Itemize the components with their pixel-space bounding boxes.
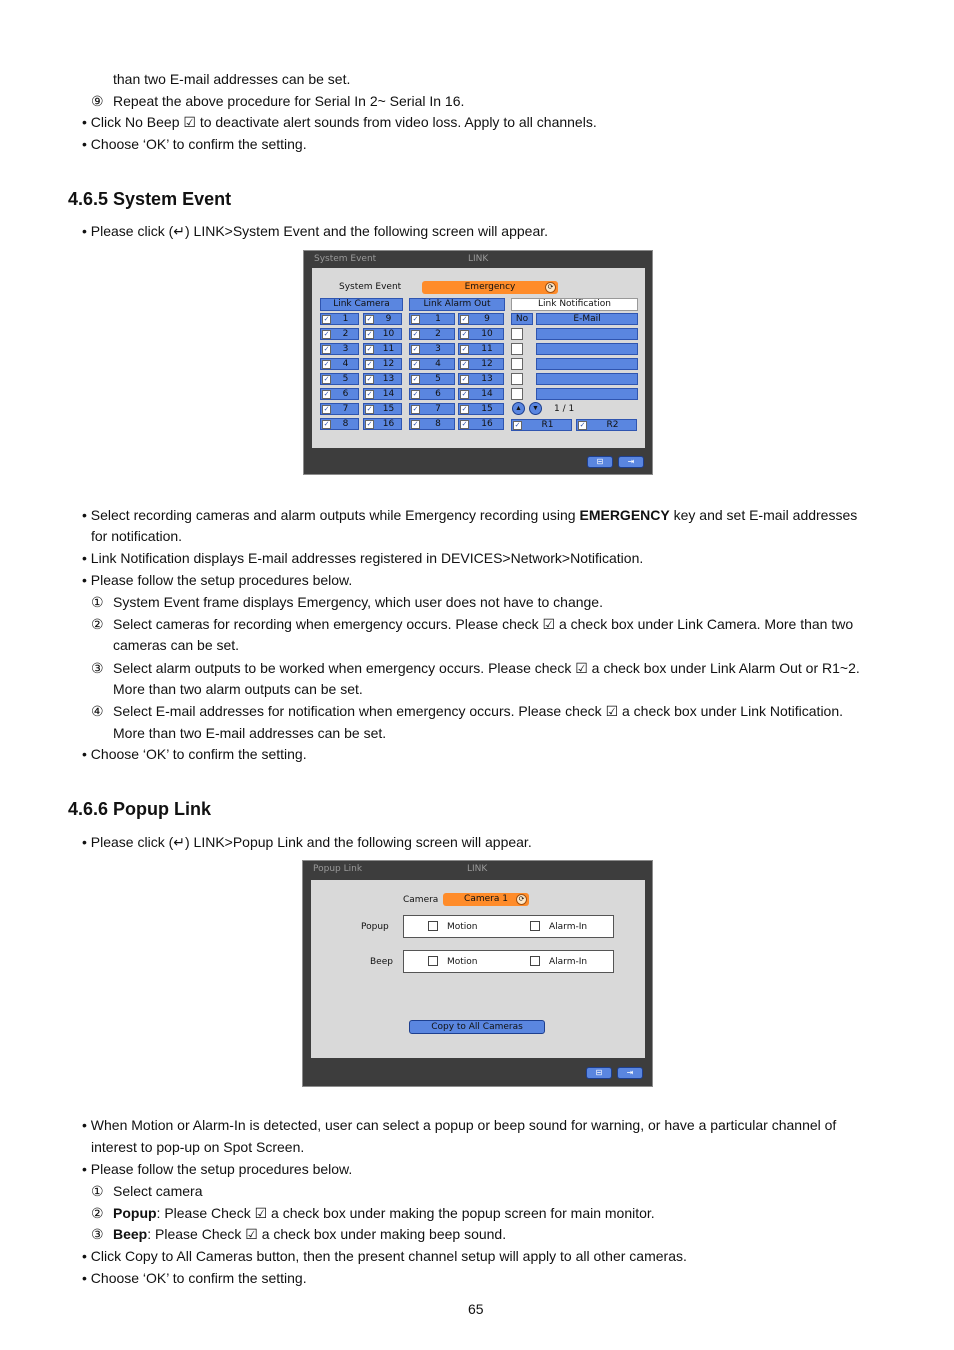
camera-checkbox[interactable] — [363, 313, 402, 325]
check-icon: ✓ — [323, 390, 330, 398]
notify-checkbox[interactable] — [511, 388, 523, 400]
alarm-checkbox[interactable] — [458, 373, 504, 385]
step-text: Repeat the above procedure for Serial In 2~ Serial In 16. — [113, 93, 465, 109]
alarm-number: 15 — [481, 404, 493, 414]
step-bold: Popup — [113, 1205, 157, 1221]
popup-options — [403, 915, 614, 938]
alarm-checkbox[interactable] — [409, 343, 455, 355]
alarm-number: 1 — [435, 314, 441, 324]
notify-checkbox[interactable] — [511, 328, 523, 340]
check-icon: ✓ — [323, 420, 330, 428]
alarm-number: 4 — [435, 359, 441, 369]
settings-panel — [312, 268, 645, 448]
step-text — [113, 1225, 506, 1243]
camera-checkbox[interactable] — [363, 418, 402, 430]
alarm-checkbox[interactable] — [458, 343, 504, 355]
camera-checkbox[interactable] — [363, 373, 402, 385]
page-number: 65 — [468, 1301, 484, 1317]
check-icon: ✓ — [366, 345, 373, 353]
bullet-text: • Choose ‘OK’ to confirm the setting. — [82, 746, 307, 762]
alarm-number: 7 — [435, 404, 441, 414]
camera-number: 9 — [385, 314, 392, 324]
email-slot — [536, 343, 638, 355]
camera-number: 1 — [342, 314, 349, 324]
bullet-text: • Please follow the setup procedures below. — [82, 1161, 353, 1177]
step-cont: cameras can be set. — [113, 637, 240, 653]
alarm-checkbox[interactable] — [458, 418, 504, 430]
camera-checkbox[interactable] — [363, 328, 402, 340]
alarm-checkbox[interactable] — [409, 358, 455, 370]
bullet-cont: for notification. — [91, 528, 183, 544]
alarm-checkbox[interactable] — [409, 388, 455, 400]
check-icon: ✓ — [461, 390, 468, 398]
bullet-text: • Click Copy to All Cameras button, then the present channel setup will apply to all other cameras. — [82, 1248, 687, 1264]
notify-email-header: E-Mail — [536, 313, 638, 325]
check-icon: ✓ — [366, 330, 373, 338]
window-tab: LINK — [467, 864, 488, 874]
check-icon: ✓ — [366, 315, 373, 323]
page-indicator: 1 / 1 — [554, 404, 575, 414]
alarm-checkbox[interactable] — [409, 403, 455, 415]
alarm-checkbox[interactable] — [409, 373, 455, 385]
camera-checkbox[interactable] — [320, 343, 359, 355]
bullet-pre: • Select recording cameras and alarm outputs while Emergency recording using — [82, 507, 580, 523]
check-icon: ✓ — [366, 390, 373, 398]
step-text — [113, 1204, 655, 1222]
camera-checkbox[interactable] — [320, 358, 359, 370]
check-icon: ✓ — [461, 375, 468, 383]
popup-alarm-in-checkbox[interactable] — [530, 921, 540, 931]
step-text: Select alarm outputs to be worked when emergency occurs. Please check ☑ a check box under Link Alarm Out or R1~2. — [113, 660, 860, 676]
popup-label: Popup — [361, 922, 389, 932]
alarm-checkbox[interactable] — [458, 313, 504, 325]
section-heading: 4.6.6 Popup Link — [68, 799, 212, 819]
email-slot — [536, 358, 638, 370]
settings-panel — [311, 880, 645, 1058]
camera-checkbox[interactable] — [320, 418, 359, 430]
camera-checkbox[interactable] — [363, 358, 402, 370]
event-select[interactable] — [422, 281, 558, 294]
check-icon: ✓ — [323, 405, 330, 413]
camera-checkbox[interactable] — [363, 388, 402, 400]
window-tab: LINK — [468, 254, 489, 264]
relay-label: R1 — [541, 420, 554, 430]
step-rest: : Please Check ☑ a check box under making the popup screen for main monitor. — [156, 1205, 655, 1221]
alarm-in-label: Alarm-In — [549, 922, 588, 932]
link-notification-header: Link Notification — [511, 298, 638, 311]
system-event-window — [303, 250, 653, 475]
bullet-text — [82, 506, 857, 524]
cycle-icon: ⟳ — [545, 282, 556, 293]
notify-checkbox[interactable] — [511, 343, 523, 355]
email-slot — [536, 373, 638, 385]
camera-number: 12 — [382, 359, 395, 369]
camera-checkbox[interactable] — [363, 403, 402, 415]
step-text: Select cameras for recording when emergency occurs. Please check ☑ a check box under Link Camera. More than two — [113, 616, 854, 632]
camera-checkbox[interactable] — [320, 403, 359, 415]
email-slot — [536, 328, 638, 340]
alarm-number: 11 — [481, 344, 493, 354]
alarm-number: 14 — [481, 389, 493, 399]
down-arrow-icon[interactable]: ▼ — [529, 402, 542, 415]
alarm-checkbox[interactable] — [409, 328, 455, 340]
alarm-in-label: Alarm-In — [549, 957, 588, 967]
alarm-checkbox[interactable] — [409, 313, 455, 325]
check-icon: ✓ — [366, 360, 373, 368]
alarm-number: 10 — [481, 329, 493, 339]
text-line: than two E-mail addresses can be set. — [113, 71, 351, 87]
camera-number: 3 — [342, 344, 349, 354]
check-icon: ✓ — [461, 345, 468, 353]
check-icon: ✓ — [412, 330, 419, 338]
step-text: Select camera — [113, 1183, 203, 1199]
camera-number: 15 — [382, 404, 395, 414]
check-icon: ✓ — [412, 420, 419, 428]
step-number: ② — [91, 1205, 104, 1221]
window-title: System Event — [314, 254, 377, 264]
alarm-checkbox[interactable] — [458, 403, 504, 415]
camera-checkbox[interactable] — [320, 388, 359, 400]
beep-motion-checkbox[interactable] — [428, 956, 438, 966]
ok-button[interactable] — [587, 456, 613, 468]
bullet-text: • Please click (↵) LINK>System Event and the following screen will appear. — [82, 223, 549, 239]
camera-checkbox[interactable] — [363, 343, 402, 355]
check-icon: ✓ — [323, 345, 330, 353]
step-text: Select E-mail addresses for notification when emergency occurs. Please check ☑ a check box under Link Notification. — [113, 703, 844, 719]
step-cont: More than two alarm outputs can be set. — [113, 681, 363, 697]
section-heading: 4.6.5 System Event — [68, 189, 232, 209]
check-icon: ✓ — [412, 360, 419, 368]
check-icon: ✓ — [323, 360, 330, 368]
check-icon: ✓ — [412, 345, 419, 353]
camera-number: 8 — [342, 419, 349, 429]
camera-number: 6 — [342, 389, 349, 399]
alarm-checkbox[interactable] — [458, 358, 504, 370]
alarm-number: 13 — [481, 374, 493, 384]
camera-checkbox[interactable] — [320, 313, 359, 325]
step-rest: : Please Check ☑ a check box under making beep sound. — [147, 1226, 507, 1242]
popup-motion-checkbox[interactable] — [428, 921, 438, 931]
alarm-checkbox[interactable] — [458, 388, 504, 400]
camera-checkbox[interactable] — [320, 373, 359, 385]
step-number: ⑨ — [91, 93, 104, 109]
check-icon: ✓ — [323, 315, 330, 323]
copy-to-all-cameras-button[interactable]: Copy to All Cameras — [409, 1020, 545, 1034]
check-icon: ✓ — [323, 330, 330, 338]
ok-icon: ⊟ — [595, 1068, 603, 1077]
cycle-icon: ⟳ — [516, 894, 527, 905]
check-icon: ✓ — [366, 375, 373, 383]
alarm-number: 6 — [435, 389, 441, 399]
camera-number: 16 — [382, 419, 395, 429]
check-icon: ✓ — [412, 375, 419, 383]
camera-number: 13 — [382, 374, 395, 384]
alarm-number: 9 — [484, 314, 490, 324]
alarm-number: 8 — [435, 419, 441, 429]
bullet-text: • When Motion or Alarm-In is detected, user can select a popup or beep sound for warning, or have a particular channel of — [82, 1117, 837, 1133]
relay-r2-checkbox[interactable] — [576, 419, 637, 431]
step-bold: Beep — [113, 1226, 148, 1242]
exit-button[interactable] — [618, 456, 644, 468]
exit-button[interactable] — [617, 1067, 643, 1079]
notify-no-header: No — [511, 313, 533, 325]
motion-label: Motion — [447, 922, 478, 932]
relay-label: R2 — [606, 420, 619, 430]
bullet-cont: interest to pop-up on Spot Screen. — [91, 1139, 305, 1155]
camera-number: 7 — [342, 404, 349, 414]
alarm-number: 5 — [435, 374, 441, 384]
bullet-text: • Choose ‘OK’ to confirm the setting. — [82, 136, 307, 152]
ok-button[interactable] — [586, 1067, 612, 1079]
camera-number: 14 — [382, 389, 395, 399]
camera-checkbox[interactable] — [320, 328, 359, 340]
alarm-number: 12 — [481, 359, 493, 369]
bullet-text: • Link Notification displays E-mail addresses registered in DEVICES>Network>Notification. — [82, 550, 644, 566]
check-icon: ✓ — [412, 315, 419, 323]
event-value: Emergency — [464, 282, 516, 292]
check-icon: ✓ — [579, 421, 586, 429]
step-text: System Event frame displays Emergency, which user does not have to change. — [113, 594, 603, 610]
window-title: Popup Link — [313, 864, 363, 874]
bullet-text: • Please follow the setup procedures below. — [82, 572, 353, 588]
bullet-text: • Click No Beep ☑ to deactivate alert sounds from video loss. Apply to all channels. — [82, 114, 597, 130]
system-event-label: System Event — [339, 282, 402, 292]
camera-number: 11 — [382, 344, 395, 354]
beep-alarm-in-checkbox[interactable] — [530, 956, 540, 966]
alarm-number: 16 — [481, 419, 493, 429]
ok-icon: ⊟ — [596, 457, 604, 466]
motion-label: Motion — [447, 957, 478, 967]
notify-checkbox[interactable] — [511, 358, 523, 370]
check-icon: ✓ — [366, 405, 373, 413]
step-number: ① — [91, 594, 104, 610]
camera-label: Camera — [403, 895, 439, 905]
up-arrow-icon[interactable]: ▲ — [512, 402, 525, 415]
bullet-text: • Please click (↵) LINK>Popup Link and the following screen will appear. — [82, 834, 532, 850]
exit-icon: ⇥ — [626, 1068, 634, 1077]
camera-value: Camera 1 — [464, 894, 508, 904]
step-number: ① — [91, 1183, 104, 1199]
camera-number: 5 — [342, 374, 349, 384]
check-icon: ✓ — [323, 375, 330, 383]
bullet-bold: EMERGENCY — [579, 507, 670, 523]
check-icon: ✓ — [461, 405, 468, 413]
alarm-number: 2 — [435, 329, 441, 339]
check-icon: ✓ — [461, 420, 468, 428]
link-camera-header: Link Camera — [320, 298, 403, 311]
email-slot — [536, 388, 638, 400]
check-icon: ✓ — [461, 330, 468, 338]
check-icon: ✓ — [461, 315, 468, 323]
beep-options — [403, 950, 614, 973]
camera-select[interactable] — [443, 893, 529, 906]
alarm-checkbox[interactable] — [458, 328, 504, 340]
camera-number: 2 — [342, 329, 349, 339]
relay-r1-checkbox[interactable] — [511, 419, 572, 431]
camera-number: 10 — [382, 329, 395, 339]
bullet-post: key and set E-mail addresses — [669, 507, 858, 523]
link-alarm-out-header: Link Alarm Out — [409, 298, 505, 311]
step-number: ④ — [91, 703, 104, 719]
popup-link-window — [302, 860, 653, 1087]
check-icon: ✓ — [461, 360, 468, 368]
step-number: ③ — [91, 660, 104, 676]
check-icon: ✓ — [366, 420, 373, 428]
camera-number: 4 — [342, 359, 349, 369]
step-number: ② — [91, 616, 104, 632]
beep-label: Beep — [370, 957, 393, 967]
check-icon: ✓ — [412, 390, 419, 398]
step-number: ③ — [91, 1226, 104, 1242]
alarm-checkbox[interactable] — [409, 418, 455, 430]
exit-icon: ⇥ — [627, 457, 635, 466]
bullet-text: • Choose ‘OK’ to confirm the setting. — [82, 1270, 307, 1286]
alarm-number: 3 — [435, 344, 441, 354]
check-icon: ✓ — [412, 405, 419, 413]
check-icon: ✓ — [514, 421, 521, 429]
notify-checkbox[interactable] — [511, 373, 523, 385]
step-cont: More than two E-mail addresses can be set. — [113, 725, 387, 741]
